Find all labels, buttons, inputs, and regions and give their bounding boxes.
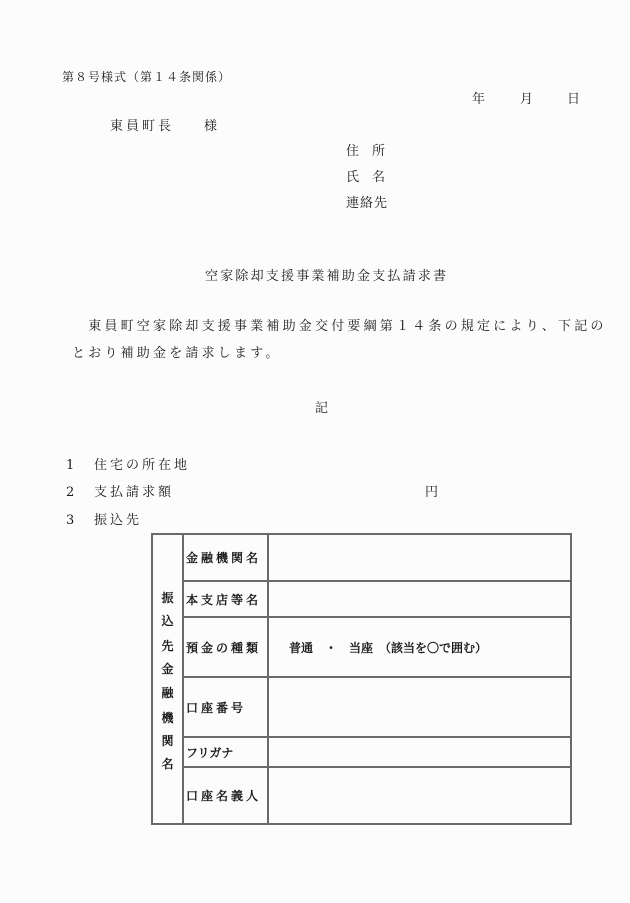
- vertical-header-char: 融: [161, 686, 174, 700]
- vertical-header-char: 込: [161, 614, 174, 628]
- contact-label: 連絡先: [346, 196, 389, 211]
- account-number-field[interactable]: [269, 678, 570, 736]
- item-2-number: 2: [66, 485, 75, 500]
- row-label: 口座名義人: [184, 768, 269, 823]
- table-row-account-number: [184, 678, 570, 738]
- table-row-account-type: [184, 618, 570, 678]
- account-type-field[interactable]: 普通 ・ 当座 （該当を〇で囲む）: [289, 640, 488, 655]
- vertical-header-char: 振: [161, 591, 174, 605]
- table-row-account-holder: [184, 768, 570, 823]
- ki-heading: 記: [315, 401, 329, 416]
- name-label: 氏 名: [346, 170, 386, 185]
- vertical-header-char: 先: [161, 639, 174, 653]
- row-label: 預金の種類: [184, 618, 269, 676]
- date-day-label: 日: [567, 92, 581, 107]
- table-row-bank-name: [184, 535, 570, 582]
- form-number: 第８号様式（第１４条関係）: [62, 70, 232, 84]
- address-label: 住 所: [346, 144, 386, 159]
- account-holder-field[interactable]: [269, 768, 570, 823]
- item-2-unit: 円: [425, 485, 439, 500]
- bank-transfer-table: [151, 533, 572, 825]
- vertical-header-char: 名: [161, 757, 174, 771]
- row-label: フリガナ: [184, 738, 269, 766]
- row-label: 本支店等名: [184, 582, 269, 616]
- row-label: 金融機関名: [184, 535, 269, 580]
- addressee-name: 東員町長: [110, 119, 175, 134]
- row-label: 口座番号: [184, 678, 269, 736]
- branch-name-field[interactable]: [269, 582, 570, 616]
- bank-name-field[interactable]: [269, 535, 570, 580]
- item-2-label: 支払請求額: [94, 485, 175, 500]
- item-3-number: 3: [66, 513, 75, 528]
- item-1-label: 住宅の所在地: [94, 458, 191, 473]
- item-3-label: 振込先: [94, 513, 143, 528]
- vertical-header-char: 機: [161, 711, 174, 725]
- body-text-line2: とおり補助金を請求します。: [72, 346, 282, 361]
- date-year-label: 年: [472, 92, 486, 107]
- body-text-line1: 東員町空家除却支援事業補助金交付要綱第１４条の規定により、下記の: [72, 319, 607, 334]
- addressee-honorific: 様: [204, 119, 218, 134]
- vertical-header-cell: [153, 535, 184, 823]
- table-row-furigana: [184, 738, 570, 768]
- document-title: 空家除却支援事業補助金支払請求書: [205, 269, 449, 284]
- vertical-header-char: 関: [161, 734, 174, 748]
- furigana-field[interactable]: [269, 738, 570, 766]
- vertical-header-char: 金: [161, 662, 174, 676]
- date-month-label: 月: [520, 92, 534, 107]
- table-row-branch-name: [184, 582, 570, 618]
- item-1-number: 1: [66, 458, 75, 473]
